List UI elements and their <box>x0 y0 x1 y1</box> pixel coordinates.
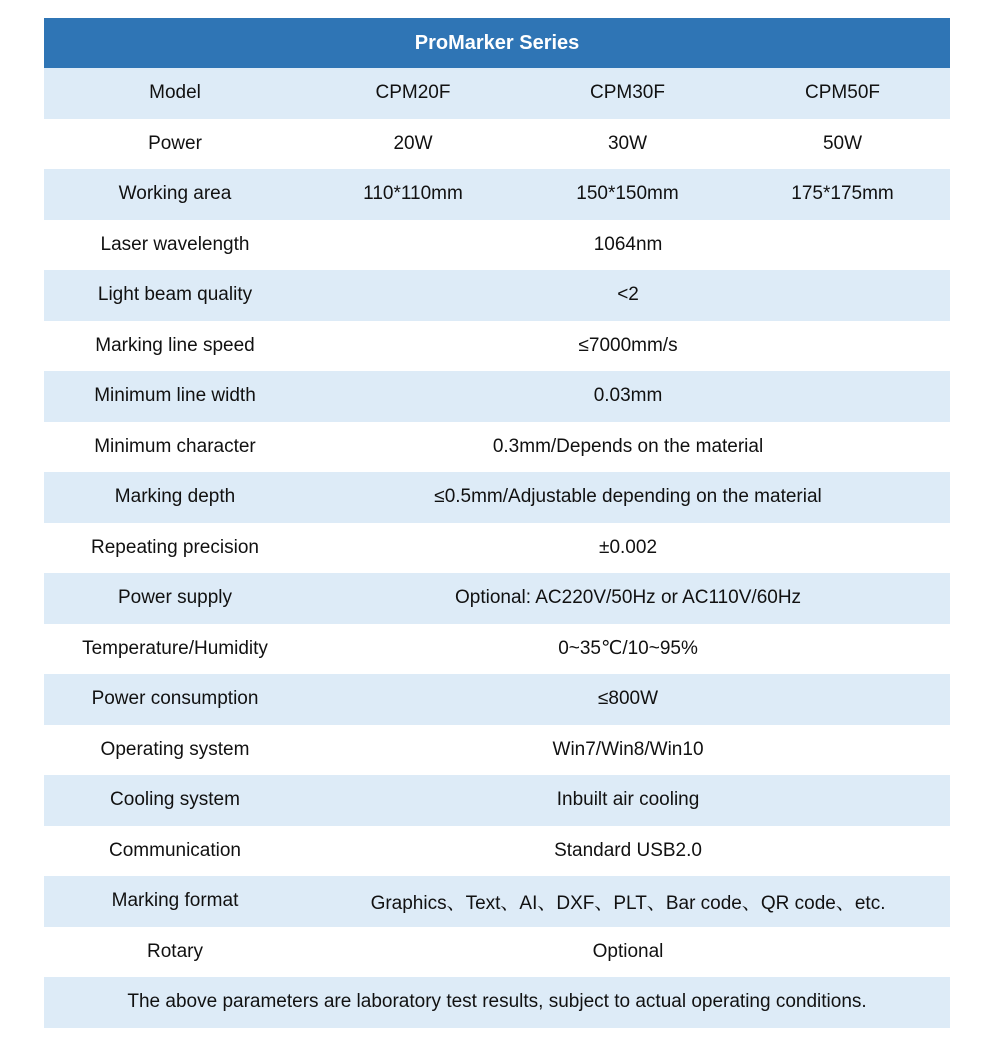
row-label: Temperature/Humidity <box>44 624 306 675</box>
row-label: Marking depth <box>44 472 306 523</box>
model-cpm50f: CPM50F <box>735 68 950 119</box>
row-label: Marking format <box>44 876 306 927</box>
table-row <box>44 472 950 523</box>
row-value: 175*175mm <box>735 169 950 220</box>
table-row <box>44 573 950 624</box>
table-row <box>44 523 950 574</box>
row-label: Operating system <box>44 725 306 776</box>
row-label: Communication <box>44 826 306 877</box>
row-value: 150*150mm <box>520 169 735 220</box>
table-row <box>44 422 950 473</box>
row-value: Optional <box>306 927 950 978</box>
row-value: 0~35℃/10~95% <box>306 624 950 675</box>
row-value: ≤7000mm/s <box>306 321 950 372</box>
model-cpm30f: CPM30F <box>520 68 735 119</box>
model-cpm20f: CPM20F <box>306 68 520 119</box>
table-row <box>44 220 950 271</box>
row-label: Repeating precision <box>44 523 306 574</box>
table-row <box>44 826 950 877</box>
spec-table <box>44 18 950 1028</box>
table-row <box>44 169 950 220</box>
row-value: <2 <box>306 270 950 321</box>
row-value: Inbuilt air cooling <box>306 775 950 826</box>
footnote: The above parameters are laboratory test results, subject to actual operating conditions. <box>44 977 950 1028</box>
table-row <box>44 321 950 372</box>
row-value: ≤800W <box>306 674 950 725</box>
row-label: Model <box>44 68 306 119</box>
row-value: Optional: AC220V/50Hz or AC110V/60Hz <box>306 573 950 624</box>
model-row <box>44 68 950 119</box>
row-value: 0.3mm/Depends on the material <box>306 422 950 473</box>
row-value: 1064nm <box>306 220 950 271</box>
row-value: Graphics、Text、AI、DXF、PLT、Bar code、QR code、etc. <box>306 876 950 927</box>
table-title: ProMarker Series <box>44 18 950 68</box>
row-value: Win7/Win8/Win10 <box>306 725 950 776</box>
table-row <box>44 119 950 170</box>
row-value: ≤0.5mm/Adjustable depending on the material <box>306 472 950 523</box>
row-label: Minimum line width <box>44 371 306 422</box>
row-label: Working area <box>44 169 306 220</box>
table-row <box>44 270 950 321</box>
row-value: Standard USB2.0 <box>306 826 950 877</box>
row-value: 30W <box>520 119 735 170</box>
row-value: 20W <box>306 119 520 170</box>
row-label: Laser wavelength <box>44 220 306 271</box>
table-row <box>44 927 950 978</box>
table-row <box>44 371 950 422</box>
row-label: Power supply <box>44 573 306 624</box>
row-value: 50W <box>735 119 950 170</box>
table-row <box>44 674 950 725</box>
table-row <box>44 775 950 826</box>
row-label: Minimum character <box>44 422 306 473</box>
row-label: Power <box>44 119 306 170</box>
row-value: 110*110mm <box>306 169 520 220</box>
row-value: ±0.002 <box>306 523 950 574</box>
footnote-row <box>44 977 950 1028</box>
row-label: Marking line speed <box>44 321 306 372</box>
row-value: 0.03mm <box>306 371 950 422</box>
title-row <box>44 18 950 68</box>
row-label: Rotary <box>44 927 306 978</box>
row-label: Power consumption <box>44 674 306 725</box>
table-row <box>44 876 950 927</box>
table-row <box>44 725 950 776</box>
row-label: Light beam quality <box>44 270 306 321</box>
table-row <box>44 624 950 675</box>
row-label: Cooling system <box>44 775 306 826</box>
